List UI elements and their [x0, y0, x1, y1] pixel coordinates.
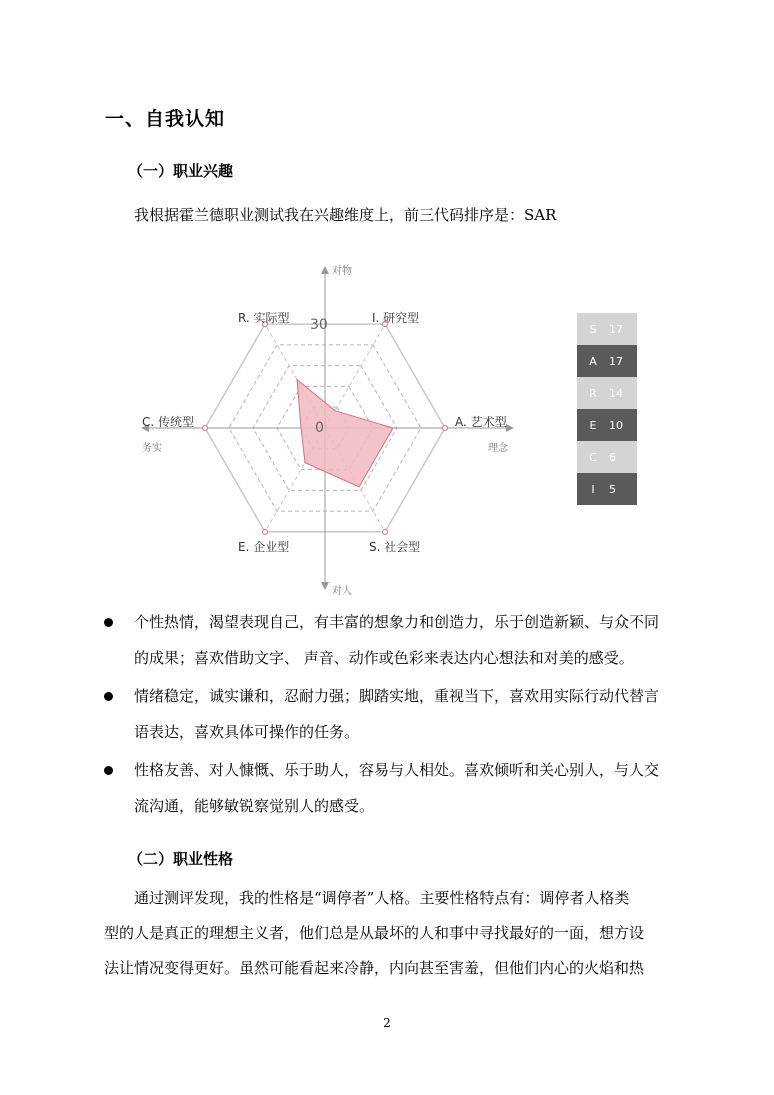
- interest-intro: 我根据霍兰德职业测试我在兴趣维度上，前三代码排序是：SAR: [134, 206, 557, 224]
- category-label-investigative: I. 研究型: [372, 311, 420, 325]
- bullet-item: [104, 604, 676, 676]
- page-number: 2: [383, 1016, 391, 1030]
- legend-code: E: [589, 418, 597, 432]
- legend-score: 10: [609, 418, 623, 432]
- legend-code: C: [589, 450, 597, 464]
- bullet-item: [104, 678, 676, 750]
- legend-score: 17: [609, 322, 623, 336]
- category-label-enterprising: E. 企业型: [238, 540, 290, 554]
- radar-vertex-dot: [383, 529, 388, 534]
- radar-vertex-dot: [263, 529, 268, 534]
- legend-score: 14: [609, 386, 623, 400]
- legend-row: [577, 473, 637, 505]
- bullet-text-line1: 性格友善、对人慷慨、乐于助人，容易与人相处。喜欢倾听和关心别人，与人交: [134, 761, 660, 779]
- section-title-personality: （二）职业性格: [128, 850, 234, 868]
- holland-score-legend: [577, 313, 637, 505]
- scale-max-label: 30: [310, 317, 328, 333]
- bullet-text-line2: 语表达，喜欢具体可操作的任务。: [134, 723, 360, 741]
- category-label-social: S. 社会型: [369, 540, 421, 554]
- axis-label-left: 务实: [142, 443, 162, 454]
- category-label-artistic: A. 艺术型: [455, 415, 507, 429]
- radar-data-area: [297, 380, 393, 487]
- legend-row: [577, 409, 637, 441]
- legend-code: R: [589, 386, 597, 400]
- personality-line-2: 型的人是真正的理想主义者，他们总是从最坏的人和事中寻找最好的一面，想方设: [104, 924, 645, 942]
- bullet-text-line1: 情绪稳定，诚实谦和，忍耐力强；脚踏实地，重视当下，喜欢用实际行动代替言: [134, 687, 660, 705]
- category-label-conventional: C. 传统型: [142, 415, 195, 429]
- legend-score: 5: [609, 482, 616, 496]
- bullet-item: [104, 752, 676, 824]
- bullet-text-line1: 个性热情，渴望表现自己，有丰富的想象力和创造力，乐于创造新颖、与众不同: [134, 613, 660, 631]
- bullet-dot: [104, 766, 113, 775]
- scale-min-label: 0: [315, 420, 324, 436]
- axis-label-top: 对物: [332, 266, 352, 277]
- legend-score: 17: [609, 354, 623, 368]
- page-heading: 一、自我认知: [105, 108, 226, 130]
- bullet-dot: [104, 618, 113, 627]
- legend-code: S: [589, 322, 597, 336]
- legend-code: A: [589, 354, 597, 368]
- category-label-realistic: R. 实际型: [238, 311, 290, 325]
- bullet-text-line2: 流沟通，能够敏锐察觉别人的感受。: [134, 797, 375, 815]
- legend-row: [577, 345, 637, 377]
- axis-label-bottom: 对人: [332, 586, 352, 597]
- personality-line-1: 通过测评发现，我的性格是“调停者”人格。主要性格特点有：调停者人格类: [134, 889, 630, 907]
- legend-row: [577, 441, 637, 473]
- legend-row: [577, 313, 637, 345]
- radar-vertex-dot: [443, 426, 448, 431]
- bullet-dot: [104, 692, 113, 701]
- personality-line-3: 法让情况变得更好。虽然可能看起来冷静，内向甚至害羞，但他们内心的火焰和热: [104, 959, 645, 977]
- section-title-interest: （一）职业兴趣: [128, 162, 234, 180]
- axis-label-right: 理念: [488, 443, 508, 454]
- legend-code: I: [591, 482, 595, 496]
- holland-radar-chart: [120, 258, 540, 598]
- bullet-text-line2: 的成果；喜欢借助文字、 声音、动作或色彩来表达内心想法和对美的感受。: [134, 649, 634, 667]
- radar-vertex-dot: [203, 426, 208, 431]
- legend-row: [577, 377, 637, 409]
- legend-score: 6: [609, 450, 616, 464]
